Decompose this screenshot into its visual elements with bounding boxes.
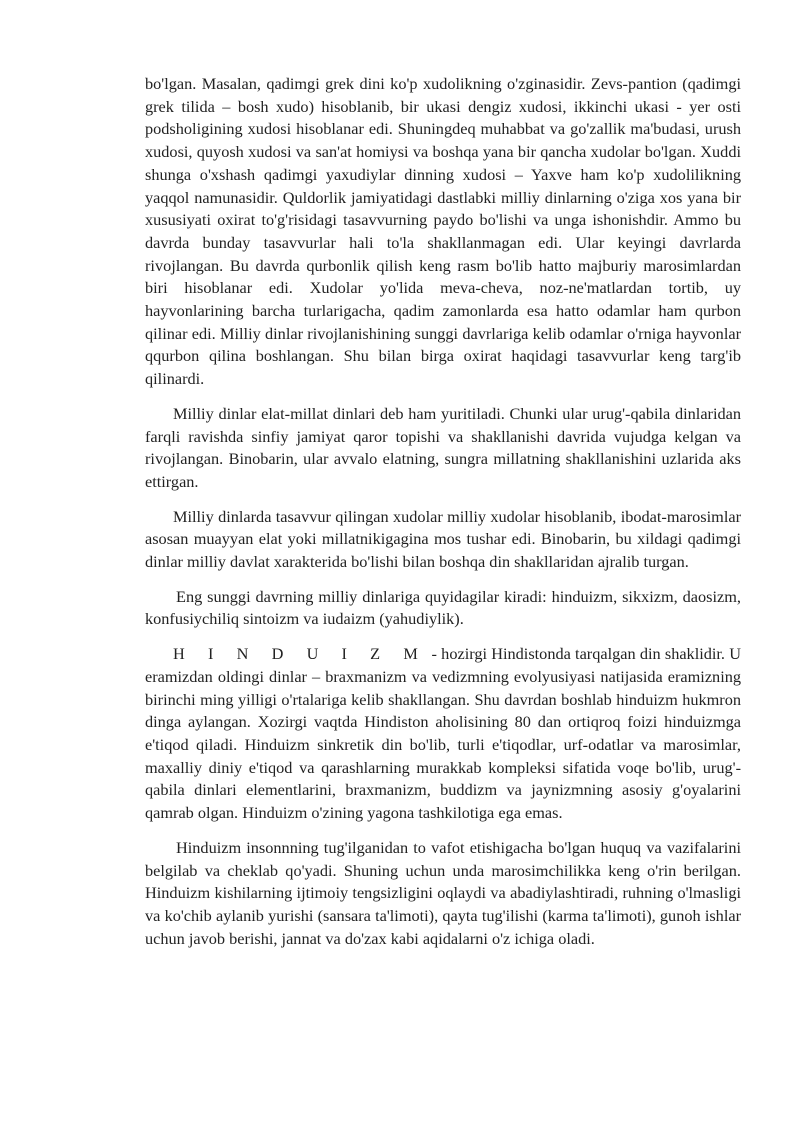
paragraph-national-gods: Milliy dinlarda tasavvur qilingan xudolar milliy xudolar hisoblanib, ibodat-marosimlar asosan muayyan elat yoki millatnikigagina mos tushar edi. Binobarin, bu xildagi qadimgi dinlar milliy davlat xarakterida bo'lishi bilan boshqa din shakllaridan ajralib turgan. (145, 506, 741, 572)
paragraph-polytheism: bo'lgan. Masalan, qadimgi grek dini ko'p xudolikning o'zginasidir. Zevs-pantion (qadimgi grek tilida – bosh xudo) hisoblanib, bir ukasi dengiz xudosi, ikkinchi ukasi - yer osti podsholigining xudosi hisoblanar edi. Shuningdeq muhabbat va go'zallik ma'budasi, urush xudosi, quyosh xudosi va san'at homiysi va boshqa yana bir qancha xudolar bo'lgan. Xuddi shunga o'xshash qadimgi yaxudiylar dinning xudosi – Yaxve ham ko'p xudolilikning yaqqol namunasidir. Quldorlik jamiyatidagi dastlabki milliy dinlarning o'ziga xos yana bir xususiyati oxirat to'g'risidagi tasavvurning paydo bo'lishi va unga ishonishdir. Ammo bu davrda bunday tasavvurlar hali to'la shakllanmagan edi. Ular keyingi davrlarda rivojlangan. Bu davrda qurbonlik qilish keng rasm bo'lib hatto majburiy marosimlardan biri hisoblanar edi. Xudolar yo'lida meva-cheva, noz-ne'matlardan tortib, uy hayvonlarining barcha turlarigacha, qadim zamonlarda esa hatto odamlar ham qurbon qilinar edi. Milliy dinlar rivojlanishining sunggi davrlariga kelib odamlar o'rniga hayvonlar qqurbon qilina boshlangan. Shu bilan birga oxirat haqidagi tasavvurlar keng targ'ib qilinardi. (145, 74, 741, 389)
document-page (145, 73, 741, 962)
hinduizm-heading: H I N D U I Z M (173, 644, 428, 664)
paragraph-hinduism-intro (145, 643, 741, 825)
hinduizm-text: - hozirgi Hindistonda tarqalgan din shaklidir. U eramizdan oldingi dinlar – braxmanizm va vedizmning evolyusiyasi natijasida eramizning birinchi ming yilligi o'rtalariga kelib shakllangan. Shu davrdan boshlab hinduizm hukmron dinga aylangan. Xozirgi vaqtda Hindiston aholisining 80 dan ortiqroq foizi hinduizmga e'tiqod qiladi. Hinduizm sinkretik din bo'lib, turli e'tiqodlar, urf-odatlar va marosimlar, maxalliy diniy e'tiqod va qarashlarning murakkab kompleksi sifatida voqe bo'lib, urug'-qabila dinlari elementlarini, braxmanizm, buddizm va jaynizmning asosiy g'oyalarini qamrab olgan. Hinduizm o'zining yagona tashkilotiga ega emas. (145, 644, 741, 823)
paragraph-ethnic-religions: Milliy dinlar elat-millat dinlari deb ham yuritiladi. Chunki ular urug'-qabila dinlaridan farqli ravishda sinfiy jamiyat qaror topishi va shakllanishi davrida vujudga kelgan va rivojlangan. Binobarin, ular avvalo elatning, sungra millatning shakllanishini uzlarida aks ettirgan. (145, 403, 741, 491)
paragraph-hinduism-rights: Hinduizm insonnning tug'ilganidan to vafot etishigacha bo'lgan huquq va vazifalarini belgilab va cheklab qo'yadi. Shuning uchun unda marosimchilikka keng o'rin berilgan. Hinduizm kishilarning ijtimoiy tengsizligini oqlaydi va abadiylashtiradi, ruhning o'lmasligi va ko'chib aylanib yurishi (sansara ta'limoti), qayta tug'ilishi (karma ta'limoti), gunoh ishlar uchun javob berishi, jannat va do'zax kabi aqidalarni o'z ichiga oladi. (145, 837, 741, 948)
paragraph-latest-religions: Eng sunggi davrning milliy dinlariga quyidagilar kiradi: hinduizm, sikxizm, daosizm, konfusiychiliq sintoizm va iudaizm (yahudiylik). (145, 586, 741, 629)
